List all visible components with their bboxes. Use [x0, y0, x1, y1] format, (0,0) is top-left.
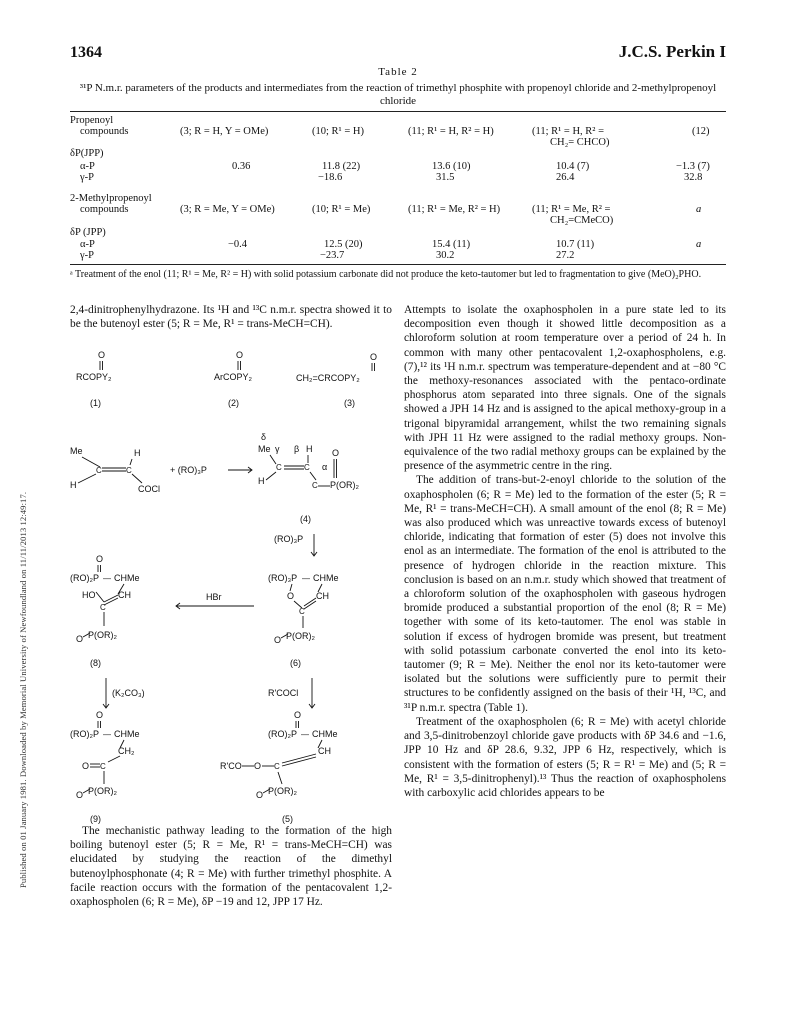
table-footnote: ᵃ Treatment of the enol (11; R¹ = Me, R² = H) with solid potassium carbonate did not produce the keto-tautomer but led to fragmentation to give (MeO)₂PHO. [70, 269, 702, 280]
svg-text:C: C [276, 463, 282, 472]
table-row: δP (JPP) [70, 227, 106, 238]
table-row: Propenoyl [70, 115, 114, 126]
table-title: Table 2 [378, 66, 418, 78]
compound-1-formula: RCOPY₂ [76, 372, 112, 382]
bond [78, 474, 96, 483]
reaction-scheme [68, 346, 398, 830]
left-column-bottom [70, 824, 392, 909]
bond [278, 772, 282, 784]
table-row: CH₂= CHCO) [550, 137, 610, 148]
bond [130, 459, 132, 465]
svg-text:C: C [126, 466, 132, 475]
left-column-top [70, 303, 392, 331]
svg-text:—: — [302, 574, 310, 583]
atom-label: P(OR)₂ [88, 630, 117, 640]
atom-label: O [256, 790, 264, 800]
atom-label: P(OR)₂ [330, 480, 359, 490]
compound-3-formula: CH₂=CRCOPY₂ [296, 373, 360, 383]
atom-label: P(OR)₂ [286, 631, 315, 641]
table-caption: ³¹P N.m.r. parameters of the products and intermediates from the reaction of trimethyl phosphite with propenoyl chloride and 2-methylpropenoyl chloride [79, 82, 717, 107]
atom-label: CHMe [114, 729, 140, 739]
atom-label: CH [316, 591, 329, 601]
journal-name: J.C.S. Perkin I [618, 42, 726, 61]
atom-label: CHMe [114, 573, 140, 583]
atom-label: O [370, 352, 378, 362]
bond [96, 592, 104, 602]
paragraph: 2,4-dinitrophenylhydrazone. Its ¹H and ¹³C n.m.r. spectra showed it to be the butenoyl ester (5; R = Me, R¹ = trans-MeCH=CH). [70, 304, 392, 331]
atom-label: R'CO [220, 761, 242, 771]
table-top-rule [70, 111, 726, 112]
compound-9-number: (9) [90, 814, 101, 824]
paragraph: The mechanistic pathway leading to the formation of the high boiling butenoyl ester (5; R = Me, R¹ = trans-MeCH=CH) was elucidated by studying the reaction of the dimethyl butenoylphosphonate (4; R = Me) with further trimethyl phosphite. A facile reaction occurs with the formation of the pentacovalent 1,2-oxaphospholen (6; R = Me), δP −19 and 12, JPP 17 Hz. [70, 825, 392, 909]
atom-label: CH [318, 746, 331, 756]
bond [266, 472, 276, 480]
compound-2-formula: ArCOPY₂ [214, 372, 252, 382]
atom-label: CH [118, 590, 131, 600]
atom-label: Me [258, 444, 271, 454]
atom-label: O [254, 761, 262, 771]
compound-8-number: (8) [90, 658, 101, 668]
provenance-text: Published on 01 January 1981. Downloaded by Memorial University of Newfoundland on 11/11/2013 12:49:17. [18, 491, 28, 888]
bond [104, 595, 118, 602]
atom-label: O [294, 710, 302, 720]
atom-label: O [82, 761, 90, 771]
atom-label: HO [82, 590, 96, 600]
table-row: α-P −0.4 12.5 (20) 15.4 (11) 10.7 (11) a [80, 239, 702, 250]
svg-text:C: C [299, 607, 305, 616]
bond [108, 756, 120, 762]
svg-text:—: — [103, 574, 111, 583]
table-row: α-P 0.36 11.8 (22) 13.6 (10) 10.4 (7) −1.3 (7) [80, 161, 710, 172]
reagent: + (RO)₃P [170, 465, 207, 475]
atom-label: H [134, 448, 141, 458]
atom-label: O [76, 634, 84, 644]
table-row: 2-Methylpropenoyl [70, 193, 152, 204]
paragraph: Attempts to isolate the oxaphospholen in a pure state led to its decomposition even though it showed little decomposition as a chloroform solution at room temperature over a period of 24 h. In common with many other pentacovalent 1,2-oxaphospholens, e.g. (7),¹² its ¹H n.m.r. spectrum was temperature-dependent and at −80 °C the methoxy-resonances associated with the pentaco-ordinate phosphorus atom separated into three signals. One of the signals showed a JPH 14 Hz and is assigned to the apical methoxy-group in a trigonal bipyramidal arrangement, whilst the two remaining signals with JPH 11 Hz were assigned to the radial methoxy groups. Non-equivalence of the two radial methoxy groups can be explained by the presence of the asymmetric centre in the ring. [404, 304, 726, 473]
atom-label: (RO)₃P [268, 573, 298, 583]
atom-label: O [76, 790, 84, 800]
atom-label: COCl [138, 484, 160, 494]
table-row: δP(JPP) [70, 148, 104, 159]
atom-label: β [294, 444, 300, 454]
table-row: compounds (3; R = H, Y = OMe) (10; R¹ = H) (11; R¹ = H, R² = H) (11; R¹ = H, R² = (12) [80, 126, 710, 137]
atom-label: O [274, 635, 282, 645]
bond [310, 472, 316, 480]
table-row: γ-P −23.7 30.2 27.2 [80, 250, 575, 261]
atom-label: α [322, 462, 328, 472]
svg-text:C: C [96, 466, 102, 475]
compound-3-number: (3) [344, 398, 355, 408]
atom-label: (RO)₂P [70, 573, 99, 583]
atom-label: H [70, 480, 77, 490]
right-column [404, 303, 726, 800]
reagent: (RO)₃P [274, 534, 304, 544]
paragraph: Treatment of the oxaphospholen (6; R = Me) with acetyl chloride and 3,5-dinitrobenzoyl chloride gave products with δP 34.6 and −1.6, JPP 10 Hz and δP 28.6, 9.32, JPP 6 Hz, respectively, which is consistent with the formation of esters (5; R = R¹ = Me) and (5; R = Me, R¹ = 3,5-dinitrophenyl).¹³ Thus the reaction of oxaphospholens with carboxylic acid chlorides appears to be [404, 715, 726, 799]
bond [132, 474, 142, 483]
compound-4-number: (4) [300, 514, 311, 524]
atom-label: CHMe [313, 573, 339, 583]
table-bottom-rule [70, 264, 726, 265]
atom-label: δ [261, 432, 267, 442]
atom-label: H [258, 476, 265, 486]
atom-label: P(OR)₂ [88, 786, 117, 796]
page-number: 1364 [70, 44, 102, 61]
atom-label: CH₂ [118, 746, 135, 756]
atom-label: P(OR)₂ [268, 786, 297, 796]
reagent: R'COCl [268, 688, 299, 698]
atom-label: γ [275, 444, 280, 454]
table-row: compounds (3; R = Me, Y = OMe) (10; R¹ = Me) (11; R¹ = Me, R² = H) (11; R¹ = Me, R² = a [80, 204, 702, 215]
atom-label: (RO)₂P [70, 729, 99, 739]
page-header [70, 44, 726, 68]
reagent: (K₂CO₃) [112, 688, 145, 698]
bond [290, 584, 292, 591]
atom-label: CHMe [312, 729, 338, 739]
reagent: HBr [206, 592, 222, 602]
svg-text:C: C [274, 762, 280, 771]
svg-text:C: C [312, 481, 318, 490]
atom-label: O [287, 591, 295, 601]
svg-text:C: C [100, 762, 106, 771]
svg-text:C: C [100, 603, 106, 612]
svg-text:—: — [301, 730, 309, 739]
table-row: CH₂=CMeCO) [550, 215, 614, 226]
atom-label: O [332, 448, 340, 458]
svg-text:—: — [103, 730, 111, 739]
bond [104, 598, 118, 605]
compound-5-number: (5) [282, 814, 293, 824]
atom-label: O [98, 350, 106, 360]
compound-1-number: (1) [90, 398, 101, 408]
atom-label: Me [70, 446, 83, 456]
atom-label: O [96, 554, 104, 564]
atom-label: (RO)₂P [268, 729, 297, 739]
provenance-strip [6, 140, 28, 890]
table-row: γ-P −18.6 31.5 26.4 32.8 [80, 172, 703, 183]
compound-6-number: (6) [290, 658, 301, 668]
atom-label: H [306, 444, 313, 454]
paragraph: The addition of trans-but-2-enoyl chloride to the solution of the oxaphospholen (6; R = Me) led to the formation of the ester (5; R = Me, R¹ = trans-MeCH=CH). A small amount of the enol (8; R = Me) was also produced which was unreactive towards excess of butenoyl chloride, indicating that formation of ester (5) does not involve this enol as an intermediate. The formation of the enol is attributed to the presence of hydrogen chloride in the reaction mixture. This conclusion is based on an n.m.r. study which showed that treatment of a chloroform solution of the oxaphospholen with gaseous hydrogen bromide produced a substantial proportion of the enol (8; R = Me) together with some of its keto-tautomer. The enol was stable in solution if excess of hydrogen bromide was present, but treatment with solid potassium carbonate converted the enol into its keto-tautomer (9; R = Me). Neither the enol nor its keto-tautomer were isolated but the solutions were sufficiently pure to permit their structures to be confidently assigned on the basis of their ¹H, ¹³C, and ³¹P n.m.r. spectra (Table 1). [404, 474, 726, 714]
svg-text:C: C [304, 463, 310, 472]
compound-2-number: (2) [228, 398, 239, 408]
atom-label: O [96, 710, 104, 720]
atom-label: O [236, 350, 244, 360]
